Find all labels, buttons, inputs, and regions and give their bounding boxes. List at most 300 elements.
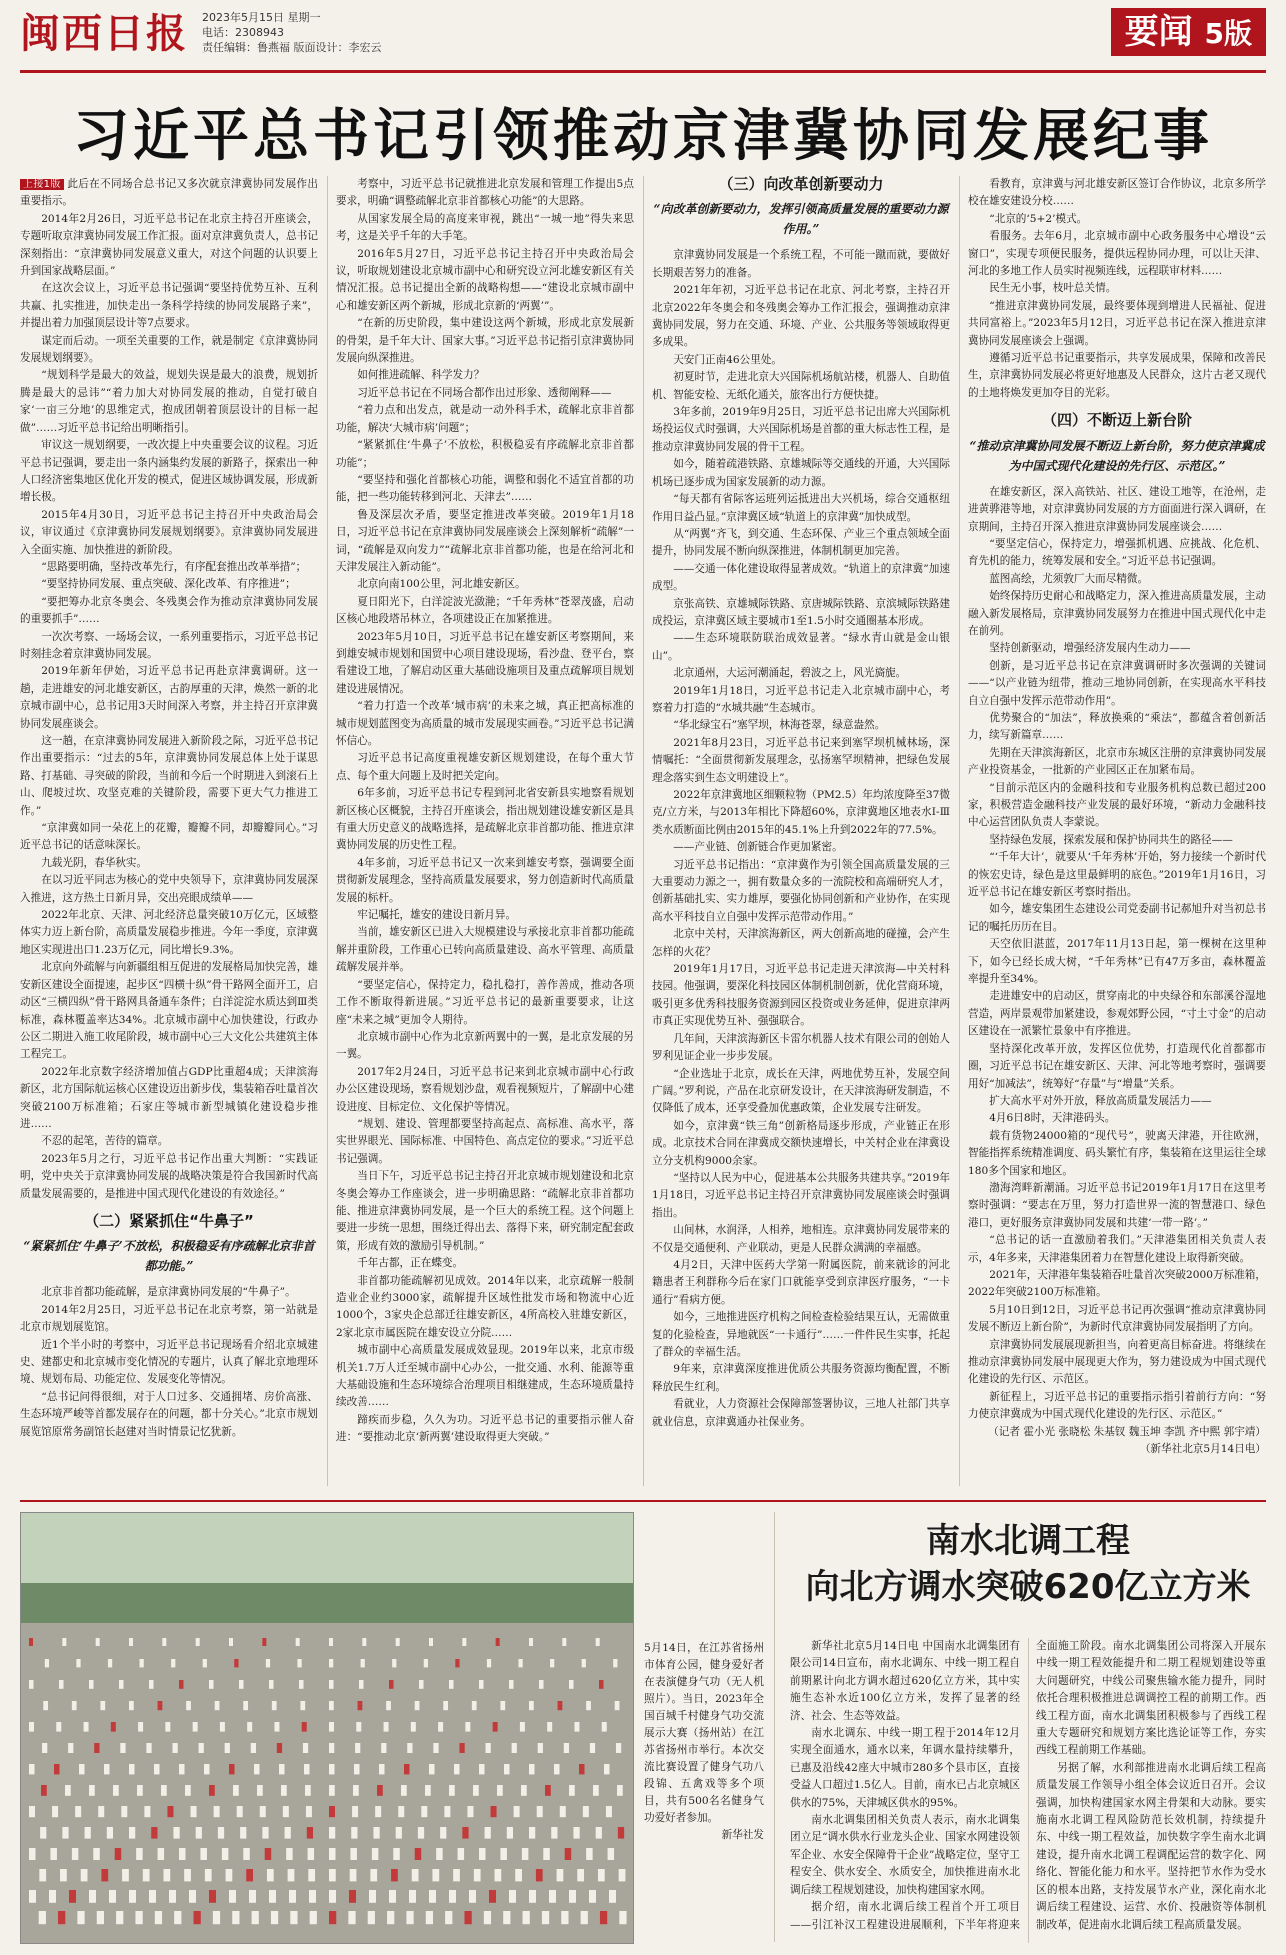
performer-figure bbox=[167, 1806, 173, 1817]
article-paragraph: 2022年京津冀地区细颗粒物（PM2.5）年均浓度降至37微克/立方米，与2013年相比下降超60%，京津冀地区地表水Ⅰ-Ⅲ类水质断面比例由2015年的45.1%上升到2022年的77.5%。 bbox=[652, 789, 950, 836]
performer-figure bbox=[101, 1869, 108, 1881]
performer-figure bbox=[545, 1785, 551, 1796]
performer-figure bbox=[549, 1890, 556, 1903]
performer-figure bbox=[29, 1638, 33, 1646]
newspaper-logo: 闽西日报 bbox=[20, 10, 188, 57]
performer-figure bbox=[246, 1869, 253, 1881]
performer-figure bbox=[149, 1680, 154, 1689]
performer-figure bbox=[239, 1680, 244, 1689]
performer-figure bbox=[89, 1680, 94, 1689]
performer-figure bbox=[329, 1869, 336, 1881]
performer-figure bbox=[115, 1848, 122, 1860]
performer-figure bbox=[136, 1848, 143, 1860]
performer-figure bbox=[329, 1911, 336, 1924]
article-paragraph: 2021年，天津港年集装箱吞吐量首次突破2000万标准箱，2022年突破2100万标准箱。 bbox=[968, 1268, 1266, 1299]
performer-figure bbox=[203, 1659, 207, 1667]
performer-figure bbox=[453, 1869, 460, 1881]
performer-figure bbox=[329, 1659, 333, 1667]
performer-figure bbox=[421, 1806, 427, 1817]
performer-figure bbox=[29, 1764, 35, 1774]
performer-figure bbox=[98, 1806, 104, 1817]
performer-figure bbox=[290, 1911, 297, 1924]
article-paragraph: “规划科学是最大的效益，规划失误是最大的浪费，规划折腾是最大的忌讳”“着力加大对协同发展的推动，自觉打破自家‘一亩三分地’的思维定式，抱成团朝着顶层设计的目标一起做”……习近平总书记给出明晰指引。 bbox=[20, 369, 318, 434]
performer-figure bbox=[75, 1806, 81, 1817]
performer-figure bbox=[204, 1764, 210, 1774]
performer-figure bbox=[52, 1806, 58, 1817]
article-paragraph: 鲁及深层次矛盾，要坚定推进改革突破。2019年1月18日，习近平总书记在京津冀协同发展座谈会上深刻解析“疏解”一词，“疏解是双向发力”“疏解北京非首都功能，也是在给河北和天津发展注入新动能”。 bbox=[336, 508, 634, 573]
performer-figure bbox=[529, 1701, 534, 1710]
performer-figure bbox=[562, 1638, 566, 1646]
performer-figure bbox=[495, 1869, 502, 1881]
article-paragraph: “推进京津冀协同发展，最终要体现到增进人民福祉、促进共同富裕上。”2023年5月12日，习近平总书记在深入推进京津冀协同发展座谈会上强调。 bbox=[968, 299, 1266, 347]
article-paragraph: 看就业，人力资源社会保障部签署协议，三地人社部门共享就业信息，京津冀通办社保业务。 bbox=[652, 1398, 950, 1428]
performer-figure bbox=[329, 1764, 335, 1774]
article-paragraph: “紧紧抓住‘牛鼻子’不放松，积极稳妥有序疏解北京非首都功能”； bbox=[336, 439, 634, 469]
performer-figure bbox=[329, 1785, 335, 1796]
article-paragraph: “在新的历史阶段，集中建设这两个新城，形成北京发展新的骨架，是千年大计、国家大事。”习近平总书记指引京津冀协同发展向纵深推进。 bbox=[336, 317, 634, 365]
article-paragraph: ——生态环境联防联治成效显著。“绿水青山就是金山银山”。 bbox=[652, 632, 950, 662]
performer-figure bbox=[351, 1827, 357, 1839]
story-headline bbox=[790, 1518, 1266, 1610]
article-paragraph: 北京中关村，天津滨海新区，两大创新高地的碰撞，会产生怎样的火花？ bbox=[652, 928, 950, 958]
performer-figure bbox=[267, 1869, 274, 1881]
performer-figure bbox=[543, 1848, 550, 1860]
article-paragraph: 2016年5月27日，习近平总书记主持召开中央政治局会议，听取规划建设北京城市副中心和研究设立河北雄安新区有关情况汇报。总书记提出全新的战略构想——“建设北京城市副中心和雄安新区两个新城，形成北京新的‘两翼’”。 bbox=[336, 247, 634, 312]
article-paragraph: 如今，随着疏港铁路、京雄城际等交通线的开通，大兴国际机场已逐步成为国家发展新的动力源。 bbox=[652, 458, 950, 488]
section-quote: “向改革创新要动力，发挥引领高质量发展的重要动力源作用。” bbox=[653, 202, 949, 237]
article-paragraph: 2014年2月26日，习近平总书记在北京主持召开座谈会，专题听取京津冀协同发展工作汇报。面对京津冀负责人，总书记深刻指出：“京津冀协同发展意义重大，对这个问题的认识要上升到国家战略层面。” bbox=[20, 212, 318, 278]
performer-figure bbox=[392, 1659, 396, 1667]
performer-figure bbox=[96, 1638, 100, 1646]
performer-figure bbox=[72, 1848, 79, 1860]
section-badge bbox=[1111, 8, 1266, 56]
performer-figure bbox=[200, 1848, 207, 1860]
performer-figure bbox=[529, 1764, 535, 1774]
photo-caption-text: 5月14日，在江苏省扬州市体育公园，健身爱好者在表演健身气功（无人机照片）。当日，2023年全国百城千村健身气功交流展示大赛（扬州站）在江苏省扬州市举行。本次交流比赛设置了健身气功八段锦、五禽戏等多个项目，共有500名名健身气功爱好者参加。 bbox=[644, 1642, 764, 1824]
article-paragraph: 山间林，水润泽，人相养，地相连。京津冀协同发展带来的不仅是交通便利、产业联动，更是人民群众满满的幸福感。 bbox=[652, 1224, 950, 1254]
performer-figure bbox=[581, 1911, 588, 1924]
article-paragraph: “着力点和出发点，就是动一动外科手术，疏解北京非首都功能，解决‘大城市病’问题”； bbox=[336, 404, 634, 434]
performer-figure bbox=[361, 1659, 365, 1667]
performer-figure bbox=[455, 1659, 459, 1667]
article-paragraph: “要坚定信心，保持定力，增强抓机遇、应挑战、化危机、育先机的能力，统筹发展和安全。”习近平总书记强调。 bbox=[968, 537, 1266, 568]
performer-figure bbox=[529, 1890, 536, 1903]
article-paragraph: 从国家发展全局的高度来审视，跳出“一城一地”得失来思考，这是关乎千年的大手笔。 bbox=[336, 212, 634, 243]
performer-figure bbox=[249, 1890, 256, 1903]
performer-figure bbox=[356, 1722, 361, 1732]
performer-figure bbox=[329, 1848, 336, 1860]
performer-figure bbox=[613, 1659, 617, 1667]
performer-figure bbox=[220, 1722, 225, 1732]
article-paragraph: 京张高铁、京雄城际铁路、京唐城际铁路、京滨城际铁路建成投运，京津冀区域主要城市1至1.5小时交通圈基本形成。 bbox=[652, 597, 950, 627]
performer-figure bbox=[189, 1890, 196, 1903]
article-paragraph: 京津冀协同发展展现新担当，向着更高目标奋进。将继续在推动京津冀协同发展中展现更大作为，努力建设成为中国式现代化建设的先行区、示范区。 bbox=[968, 1338, 1266, 1386]
performer-figure bbox=[396, 1827, 402, 1839]
performer-figure bbox=[438, 1722, 443, 1732]
performer-figure bbox=[474, 1869, 481, 1881]
performer-figure bbox=[608, 1848, 615, 1860]
article-paragraph: 蓝图高绘，尤须敦厂大而尽精微。 bbox=[989, 572, 1149, 585]
performer-figure bbox=[600, 1911, 607, 1924]
performer-figure bbox=[77, 1911, 84, 1924]
performer-figure bbox=[415, 1701, 420, 1710]
article-paragraph: 如何推进疏解、科学发力？ bbox=[357, 369, 485, 382]
performer-figure bbox=[520, 1722, 525, 1732]
performer-figure bbox=[45, 1659, 49, 1667]
performer-figure bbox=[462, 1827, 468, 1839]
story-paragraph: 南水北调东、中线一期工程于2014年12月实现全面通水，通水以来，年调水量持续攀升，已惠及沿线42座大中城市280多个县市区，直接受益人口超过1.5亿人。目前，南水已占北京城区供水的75%，天津城区供水的95%。 bbox=[790, 1727, 1020, 1809]
performer-figure bbox=[272, 1701, 277, 1710]
performer-figure bbox=[234, 1659, 238, 1667]
article-paragraph: 2019年1月18日，习近平总书记走入北京城市副中心，考察着力打造的“水城共融”生态城市。 bbox=[652, 684, 950, 714]
performer-figure bbox=[285, 1827, 291, 1839]
performer-figure bbox=[523, 1911, 530, 1924]
performer-figure bbox=[140, 1659, 144, 1667]
performer-figure bbox=[161, 1785, 167, 1796]
performer-figure bbox=[222, 1848, 229, 1860]
article-paragraph: 非首都功能疏解初见成效。2014年以来，北京疏解一般制造业企业约3000家，疏解提升区域性批发市场和物流中心近1000个，3家央企总部迁往雄安新区，4所高校入驻雄安新区，2家北京市属医院在雄安设立分院…… bbox=[336, 1274, 634, 1339]
performer-figure bbox=[329, 1680, 334, 1689]
performer-figure bbox=[289, 1890, 296, 1903]
performer-figure bbox=[569, 1680, 574, 1689]
article-paragraph: 2022年北京、天津、河北经济总量突破10万亿元，区域整体实力迈上新台阶，高质量发展稳步推进。今年一季度，京津冀地区实现进出口1.23万亿元，同比增长9.3%。 bbox=[20, 909, 318, 956]
performer-figure bbox=[179, 1680, 184, 1689]
performer-figure bbox=[564, 1743, 569, 1753]
performer-figure bbox=[274, 1722, 279, 1732]
performer-figure bbox=[373, 1827, 379, 1839]
performer-figure bbox=[598, 1869, 605, 1881]
performer-figure bbox=[503, 1911, 510, 1924]
performer-figure bbox=[429, 1638, 433, 1646]
performer-figure bbox=[381, 1743, 386, 1753]
performer-figure bbox=[266, 1659, 270, 1667]
performer-figure bbox=[232, 1911, 239, 1924]
article-paragraph: 优势聚合的“加法”，释放换乘的“乘法”，都蕴含着创新活力，续写新篇章…… bbox=[968, 711, 1266, 742]
performer-figure bbox=[116, 1911, 123, 1924]
performer-figure bbox=[29, 1848, 36, 1860]
article-paragraph: 北京向南100公里，河北雄安新区。 bbox=[357, 578, 526, 591]
article-paragraph: “着力打造一个改革‘城市病’的未来之城，真正把高标准的城市规划蓝图变为高质量的城市发展现实画卷。”习近平总书记满怀信心。 bbox=[336, 700, 634, 747]
issue-date: 2023年5月15日 星期一 bbox=[202, 11, 321, 24]
section-heading: （二）紧紧抓住“牛鼻子” bbox=[84, 1211, 254, 1230]
story-headline-line2: 向北方调水突破620亿立方米 bbox=[805, 1567, 1251, 1607]
section-name: 要闻 bbox=[1124, 12, 1193, 52]
article-byline: （记者 霍小光 张晓松 朱基钗 魏玉坤 李凯 齐中熙 郭宇靖） bbox=[988, 1425, 1266, 1438]
performer-figure bbox=[144, 1806, 150, 1817]
article-paragraph: 2014年2月25日，习近平总书记在北京考察，第一站就是北京市规划展览馆。 bbox=[20, 1303, 318, 1334]
performer-figure bbox=[398, 1806, 404, 1817]
performer-figure bbox=[596, 1638, 600, 1646]
performer-figure bbox=[81, 1869, 88, 1881]
article-paragraph: 如今，京津冀“铁三角”创新格局逐步形成，产业链正在形成。北京技术合同在津冀成交额快速增长，中关村企业在津冀设立分支机构9000余家。 bbox=[652, 1119, 950, 1167]
performer-figure bbox=[407, 1743, 412, 1753]
performer-figure bbox=[97, 1911, 104, 1924]
performer-figure bbox=[89, 1785, 95, 1796]
article-paragraph: 初夏时节，走进北京大兴国际机场航站楼，机器人、自助值机、智能安检、无纸化通关，旅客出行方便快捷。 bbox=[652, 371, 950, 401]
performer-figure bbox=[76, 1659, 80, 1667]
article-paragraph: 2015年4月30日，习近平总书记主持召开中央政治局会议，审议通过《京津冀协同发展规划纲要》。京津冀协同发展进入全面实施、加快推进的新阶段。 bbox=[20, 508, 318, 556]
performer-figure bbox=[409, 1890, 416, 1903]
performer-figure bbox=[426, 1911, 433, 1924]
article-paragraph: 遵循习近平总书记重要指示，共享发展成果，保障和改善民生，京津冀协同发展必将更好地惠及人民群众，这片古老又现代的土地将焕发更加夺目的光彩。 bbox=[968, 352, 1266, 399]
performer-figure bbox=[243, 1701, 248, 1710]
performer-figure bbox=[619, 1869, 626, 1881]
performer-figure bbox=[518, 1659, 522, 1667]
article-paragraph: 牢记嘱托，雄安的建设日新月异。 bbox=[357, 909, 517, 922]
performer-figure bbox=[120, 1743, 125, 1753]
article-paragraph: 新征程上，习近平总书记的重要指示指引着前行方向：“努力使京津冀成为中国式现代化建设的先行区、示范区。” bbox=[968, 1390, 1266, 1421]
performer-figure bbox=[151, 1827, 157, 1839]
performer-figure bbox=[389, 1680, 394, 1689]
performer-figure bbox=[158, 1701, 163, 1710]
article-paragraph: 民生无小事，枝叶总关情。 bbox=[989, 282, 1117, 295]
performer-figure bbox=[199, 1743, 204, 1753]
crowd-photo-illustration bbox=[21, 1513, 633, 1943]
performer-figure bbox=[449, 1680, 454, 1689]
masthead bbox=[20, 6, 1266, 73]
performer-figure bbox=[515, 1869, 522, 1881]
performer-figure bbox=[459, 1743, 464, 1753]
story-paragraph: 新华社北京5月14日电 中国南水北调集团有限公司14日宣布，南水北调东、中线一期工程自前期累计向北方调水超过620亿立方米，其中实施生态补水近100亿立方米，发挥了显著的经济、社会、生态等效益。 bbox=[790, 1640, 1020, 1722]
article-paragraph: 始终保持历史耐心和战略定力，深入推进高质量发展，主动融入新发展格局，京津冀协同发展努力在推进中国式现代化中走在前列。 bbox=[968, 590, 1266, 637]
article-paragraph: 坚持深化改革开放，发挥区位优势，打造现代化首都都市圈，习近平总书记在雄安新区、天津、河北等地考察时，强调要用好“加减法”，统筹好“存量”与“增量”关系。 bbox=[968, 1042, 1266, 1090]
performer-figure bbox=[149, 1890, 156, 1903]
performer-figure bbox=[539, 1680, 544, 1689]
article-paragraph: 2022年北京数字经济增加值占GDP比重超4成；天津滨海新区，北方国际航运核心区建设迈出新步伐，集装箱吞吐量首次突破2100万标准箱；石家庄等城市新型城镇化建设稳步推进…… bbox=[20, 1065, 318, 1130]
performer-figure bbox=[507, 1827, 513, 1839]
performer-figure bbox=[154, 1764, 160, 1774]
performer-figure bbox=[209, 1680, 214, 1689]
article-paragraph: 几年间，天津滨海新区卡雷尔机器人技术有限公司的创始人罗利见证企业一步步发展。 bbox=[652, 1032, 950, 1063]
article-paragraph: 北京城市副中心作为北京新两翼中的一翼，是北京发展的另一翼。 bbox=[336, 1030, 634, 1061]
performer-figure bbox=[60, 1869, 67, 1881]
article-paragraph: 9年来，京津冀深度推进优质公共服务资源均衡配置，不断释放民生红利。 bbox=[652, 1363, 950, 1393]
performer-figure bbox=[165, 1722, 170, 1732]
photo-credit: 新华社发 bbox=[721, 1829, 764, 1841]
article-paragraph: 先期在天津滨海新区，北京市东城区注册的京津冀协同发展产业投资基金，一批新的产业园区正在加紧布局。 bbox=[968, 746, 1266, 777]
performer-figure bbox=[279, 1764, 285, 1774]
performer-figure bbox=[286, 1848, 293, 1860]
performer-figure bbox=[372, 1848, 379, 1860]
performer-figure bbox=[240, 1827, 246, 1839]
story-headline-line1: 南水北调工程 bbox=[926, 1521, 1130, 1561]
performer-figure bbox=[412, 1869, 419, 1881]
story-paragraph: 据介绍，南水北调后续工程首个开工项目——引江补汉工程建设进展顺利，下半年将迎来全面施工阶段。南水北调集团公司将深入开展东中线一期工程效能提升和二期工程规划建设等重大问题研究，中线公司聚焦输水能力提升，同时依托合理积极推进总调调控工程的前期工作。西线工程方面，南水北调集团积极参与了西线工程重大专题研究和规划方案比选论证等工作，夯实西线工程前期工作基础。 bbox=[790, 1640, 1266, 1931]
article-paragraph: 在以习近平同志为核心的党中央领导下，京津冀协同发展深入推进，这方热土日新月异，交出亮眼成绩单—— bbox=[20, 874, 318, 904]
article-paragraph: 京津冀协同发展是一个系统工程，不可能一蹴而就，要做好长期艰苦努力的准备。 bbox=[652, 249, 950, 279]
performer-figure bbox=[574, 1722, 579, 1732]
performer-figure bbox=[65, 1785, 71, 1796]
performer-figure bbox=[389, 1890, 396, 1903]
performer-figure bbox=[191, 1806, 197, 1817]
performer-figure bbox=[169, 1890, 176, 1903]
performer-figure bbox=[433, 1743, 438, 1753]
performer-figure bbox=[172, 1743, 177, 1753]
performer-figure bbox=[184, 1869, 191, 1881]
performer-figure bbox=[582, 1659, 586, 1667]
performer-figure bbox=[40, 1827, 46, 1839]
performer-figure bbox=[418, 1827, 424, 1839]
article-paragraph: 北京通州，大运河潮涌起，碧波之上，风光旖旎。 bbox=[673, 667, 907, 680]
performer-figure bbox=[72, 1701, 77, 1710]
article-paragraph: 看教育，京津冀与河北雄安新区签订合作协议，北京多所学校在雄安建设分校…… bbox=[968, 178, 1266, 208]
performer-figure bbox=[194, 1911, 201, 1924]
performer-figure bbox=[129, 1827, 135, 1839]
article-paragraph: 习近平总书记指出：“京津冀作为引领全国高质量发展的三大重要动力源之一，拥有数量众多的一流院校和高端研究人才，创新基础扎实、实力雄厚，要强化协同创新和产业协作，在实现高水平科技自立自强中发挥示范带动作用。” bbox=[652, 858, 950, 923]
performer-figure bbox=[247, 1722, 252, 1732]
performer-figure bbox=[462, 1638, 466, 1646]
article-paragraph: 2019年新年伊始，习近平总书记再赴京津冀调研。这一趟，走进雄安的河北雄安新区，古韵厚重的天津，焕然一新的北京城市副中心，总书记用3天时间深入考察，并主持召开京津冀协同发展座谈会。 bbox=[20, 665, 318, 730]
performer-figure bbox=[111, 1722, 116, 1732]
performer-figure bbox=[226, 1869, 233, 1881]
performer-figure bbox=[599, 1680, 604, 1689]
performer-figure bbox=[113, 1785, 119, 1796]
performer-figure bbox=[68, 1743, 73, 1753]
performer-figure bbox=[306, 1806, 312, 1817]
performer-figure bbox=[444, 1806, 450, 1817]
issue-meta bbox=[202, 10, 382, 55]
performer-figure bbox=[512, 1743, 517, 1753]
water-diversion-story bbox=[790, 1638, 1266, 1943]
performer-figure bbox=[602, 1722, 607, 1732]
performer-figure bbox=[529, 1638, 533, 1646]
performer-figure bbox=[440, 1827, 446, 1839]
performer-figure bbox=[560, 1806, 566, 1817]
photo-caption bbox=[644, 1640, 764, 1844]
article-paragraph: 北京向外疏解与向新疆组相互促进的发展格局加快完善，雄安新区建设全面提速，起步区“四横十纵”骨干路网全面开工，启动区“三横四纵”骨干路网具备通车条件；白洋淀淀水质达到Ⅲ类标准，森林覆盖率达34%。北京城市副中心加快建设，行政办公区二期进入施工收尾阶段，城市副中心三大文化公共建筑主体工程完工。 bbox=[20, 961, 318, 1061]
article-paragraph: 4月2日，天津中医药大学第一附属医院，前来就诊的河北籍患者王利群称今后在家门口就能享受到京津医疗服务，“一卡通行”看病方便。 bbox=[652, 1258, 950, 1306]
performer-figure bbox=[401, 1785, 407, 1796]
article-paragraph: “企业选址于北京，成长在天津，两地优势互补，发展空间广阔。”罗利说，产品在北京研发设计，在天津滨海研发制造，不仅降低了成本，还享受叠加优惠政策，企业发展专注研发。 bbox=[652, 1067, 950, 1115]
section-quote: “紧紧抓住‘牛鼻子’不放松，积极稳妥有序疏解北京非首都功能。” bbox=[23, 1239, 315, 1274]
performer-figure bbox=[329, 1701, 334, 1710]
performer-figure bbox=[424, 1659, 428, 1667]
performer-figure bbox=[93, 1848, 100, 1860]
article-paragraph: “总书记问得很细，对于人口过多、交通拥堵、房价高涨、生态环境严峻等首都发展存在的问题，都十分关心。”北京市规划展览馆原常务副馆长赵建对当时情景记忆犹新。 bbox=[20, 1390, 318, 1438]
performer-figure bbox=[497, 1785, 503, 1796]
article-paragraph: 九载光阴，春华秋实。 bbox=[41, 856, 148, 869]
performer-figure bbox=[573, 1827, 579, 1839]
performer-figure bbox=[375, 1806, 381, 1817]
page-headline: 习近平总书记引领推动京津冀协同发展纪事 bbox=[73, 104, 1213, 169]
article-paragraph: 渤海湾畔新潮涌。习近平总书记2019年1月17日在这里考察时强调：“要志在万里，努力打造世界一流的智慧港口、绿色港口，更好服务京津冀协同发展和共建‘一带一路’。” bbox=[968, 1181, 1266, 1229]
performer-figure bbox=[465, 1722, 470, 1732]
performer-figure bbox=[537, 1806, 543, 1817]
performer-figure bbox=[109, 1890, 116, 1903]
article-paragraph: 坚持绿色发展，探索发展和保护协同共生的路径—— bbox=[989, 833, 1233, 846]
performer-figure bbox=[129, 1890, 136, 1903]
performer-figure bbox=[386, 1701, 391, 1710]
article-paragraph: “要坚持协同发展、重点突破、深化改革、有序推进”； bbox=[41, 578, 296, 591]
performer-figure bbox=[173, 1827, 179, 1839]
performer-figure bbox=[143, 1869, 150, 1881]
performer-figure bbox=[85, 1827, 91, 1839]
performer-figure bbox=[569, 1785, 575, 1796]
performer-figure bbox=[309, 1890, 316, 1903]
article-paragraph: 习近平总书记高度重视雄安新区规划建设，在每个重大节点、每个重大问题上及时把关定向。 bbox=[336, 752, 634, 782]
performer-figure bbox=[353, 1785, 359, 1796]
performer-figure bbox=[237, 1806, 243, 1817]
article-paragraph: “思路要明确，坚持改革先行，有序配套推出改革举措”； bbox=[41, 560, 307, 573]
performer-figure bbox=[69, 1890, 76, 1903]
performer-figure bbox=[467, 1806, 473, 1817]
performer-figure bbox=[529, 1827, 535, 1839]
performer-figure bbox=[486, 1743, 491, 1753]
performer-figure bbox=[104, 1764, 110, 1774]
performer-figure bbox=[554, 1764, 560, 1774]
performer-figure bbox=[252, 1911, 259, 1924]
performer-figure bbox=[179, 1848, 186, 1860]
performer-figure bbox=[354, 1764, 360, 1774]
performer-figure bbox=[596, 1827, 602, 1839]
performer-figure bbox=[538, 1743, 543, 1753]
performer-figure bbox=[514, 1806, 520, 1817]
performer-figure bbox=[277, 1743, 282, 1753]
article-paragraph: 千年古都，正在蝶变。 bbox=[357, 1257, 464, 1270]
performer-figure bbox=[243, 1848, 250, 1860]
performer-figure bbox=[479, 1764, 485, 1774]
article-paragraph: 3年多前，2019年9月25日，习近平总书记出席大兴国际机场投运仪式时强调，大兴国际机场是首都的重大标志性工程，是推动京津冀协同发展的骨干工程。 bbox=[652, 406, 950, 453]
performer-figure bbox=[393, 1848, 400, 1860]
performer-figure bbox=[350, 1848, 357, 1860]
article-paragraph: 不忍的起笔，苦待的篇章。 bbox=[41, 1135, 169, 1148]
performer-figure bbox=[449, 1890, 456, 1903]
performer-figure bbox=[196, 1638, 200, 1646]
performer-figure bbox=[218, 1827, 224, 1839]
performer-figure bbox=[171, 1659, 175, 1667]
performer-figure bbox=[135, 1911, 142, 1924]
performer-figure bbox=[186, 1701, 191, 1710]
performer-figure bbox=[616, 1743, 621, 1753]
performer-figure bbox=[429, 1890, 436, 1903]
performer-figure bbox=[329, 1743, 334, 1753]
performer-figure bbox=[196, 1827, 202, 1839]
performer-figure bbox=[349, 1890, 356, 1903]
performer-figure bbox=[485, 1827, 491, 1839]
performer-figure bbox=[618, 1827, 624, 1839]
performer-figure bbox=[379, 1764, 385, 1774]
article-paragraph: “目前示范区内的金融科技和专业服务机构总数已超过200家，积极营造金融科技产业发展的最好环境，“新动力金融科技中心运营团队负责人李蒙说。 bbox=[968, 781, 1266, 829]
performer-figure bbox=[557, 1869, 564, 1881]
performer-figure bbox=[43, 1701, 48, 1710]
performer-figure bbox=[39, 1869, 46, 1881]
article-paragraph: 扩大高水平对外开放，释放高质量发展活力—— bbox=[989, 1094, 1212, 1107]
performer-figure bbox=[411, 1722, 416, 1732]
article-paragraph: “京津冀如同一朵花上的花瓣，瓣瓣不同，却瓣瓣同心。”习近平总书记的话意味深长。 bbox=[20, 822, 318, 852]
article-paragraph: 习近平总书记在不同场合都作出过形象、透彻阐释—— bbox=[357, 386, 612, 399]
performer-figure bbox=[269, 1680, 274, 1689]
page-number: 5版 bbox=[1204, 17, 1252, 50]
article-paragraph: 审议这一规划纲要，一改次提上中央重要会议的议程。习近平总书记强调，要走出一条内涵集约发展的新路子，探索出一种人口经济密集地区优化开发的模式，促进区域协调发展，形成新增长极。 bbox=[20, 439, 318, 504]
performer-figure bbox=[162, 1638, 166, 1646]
performer-figure bbox=[49, 1890, 56, 1903]
performer-figure bbox=[569, 1890, 576, 1903]
performer-figure bbox=[257, 1785, 263, 1796]
performer-figure bbox=[377, 1785, 383, 1796]
performer-figure bbox=[271, 1911, 278, 1924]
performer-figure bbox=[561, 1911, 568, 1924]
performer-figure bbox=[129, 1638, 133, 1646]
performer-figure bbox=[577, 1869, 584, 1881]
performer-figure bbox=[329, 1806, 335, 1817]
article-paragraph: 5月10日到12日，习近平总书记再次强调“推动京津冀协同发展不断迈上新台阶”，为新时代京津冀协同发展指明了方向。 bbox=[968, 1303, 1266, 1334]
article-paragraph: 夏日阳光下，白洋淀波光潋滟；“千年秀林”苍翠茂盛，启动区核心地段塔吊林立，各项建设正在加紧推进。 bbox=[336, 595, 634, 626]
performer-figure bbox=[108, 1659, 112, 1667]
article-paragraph: 如今，三地推进医疗机构之间检查检验结果互认，无需做重复的化验检查，异地就医“一卡通行”……一件件民生实事，托起了群众的幸福生活。 bbox=[652, 1311, 950, 1358]
article-paragraph: “要把筹办北京冬奥会、冬残奥会作为推动京津冀协同发展的重要抓手”…… bbox=[20, 595, 318, 626]
article-paragraph: “北京的‘5+2’模式。 bbox=[989, 212, 1088, 225]
article-paragraph: 载有货物24000箱的“现代号”，驶离天津港，开往欧洲，智能指挥系统精准调度、码头繁忙有序，集装箱在这里运往全球180多个国家和地区。 bbox=[968, 1129, 1266, 1177]
